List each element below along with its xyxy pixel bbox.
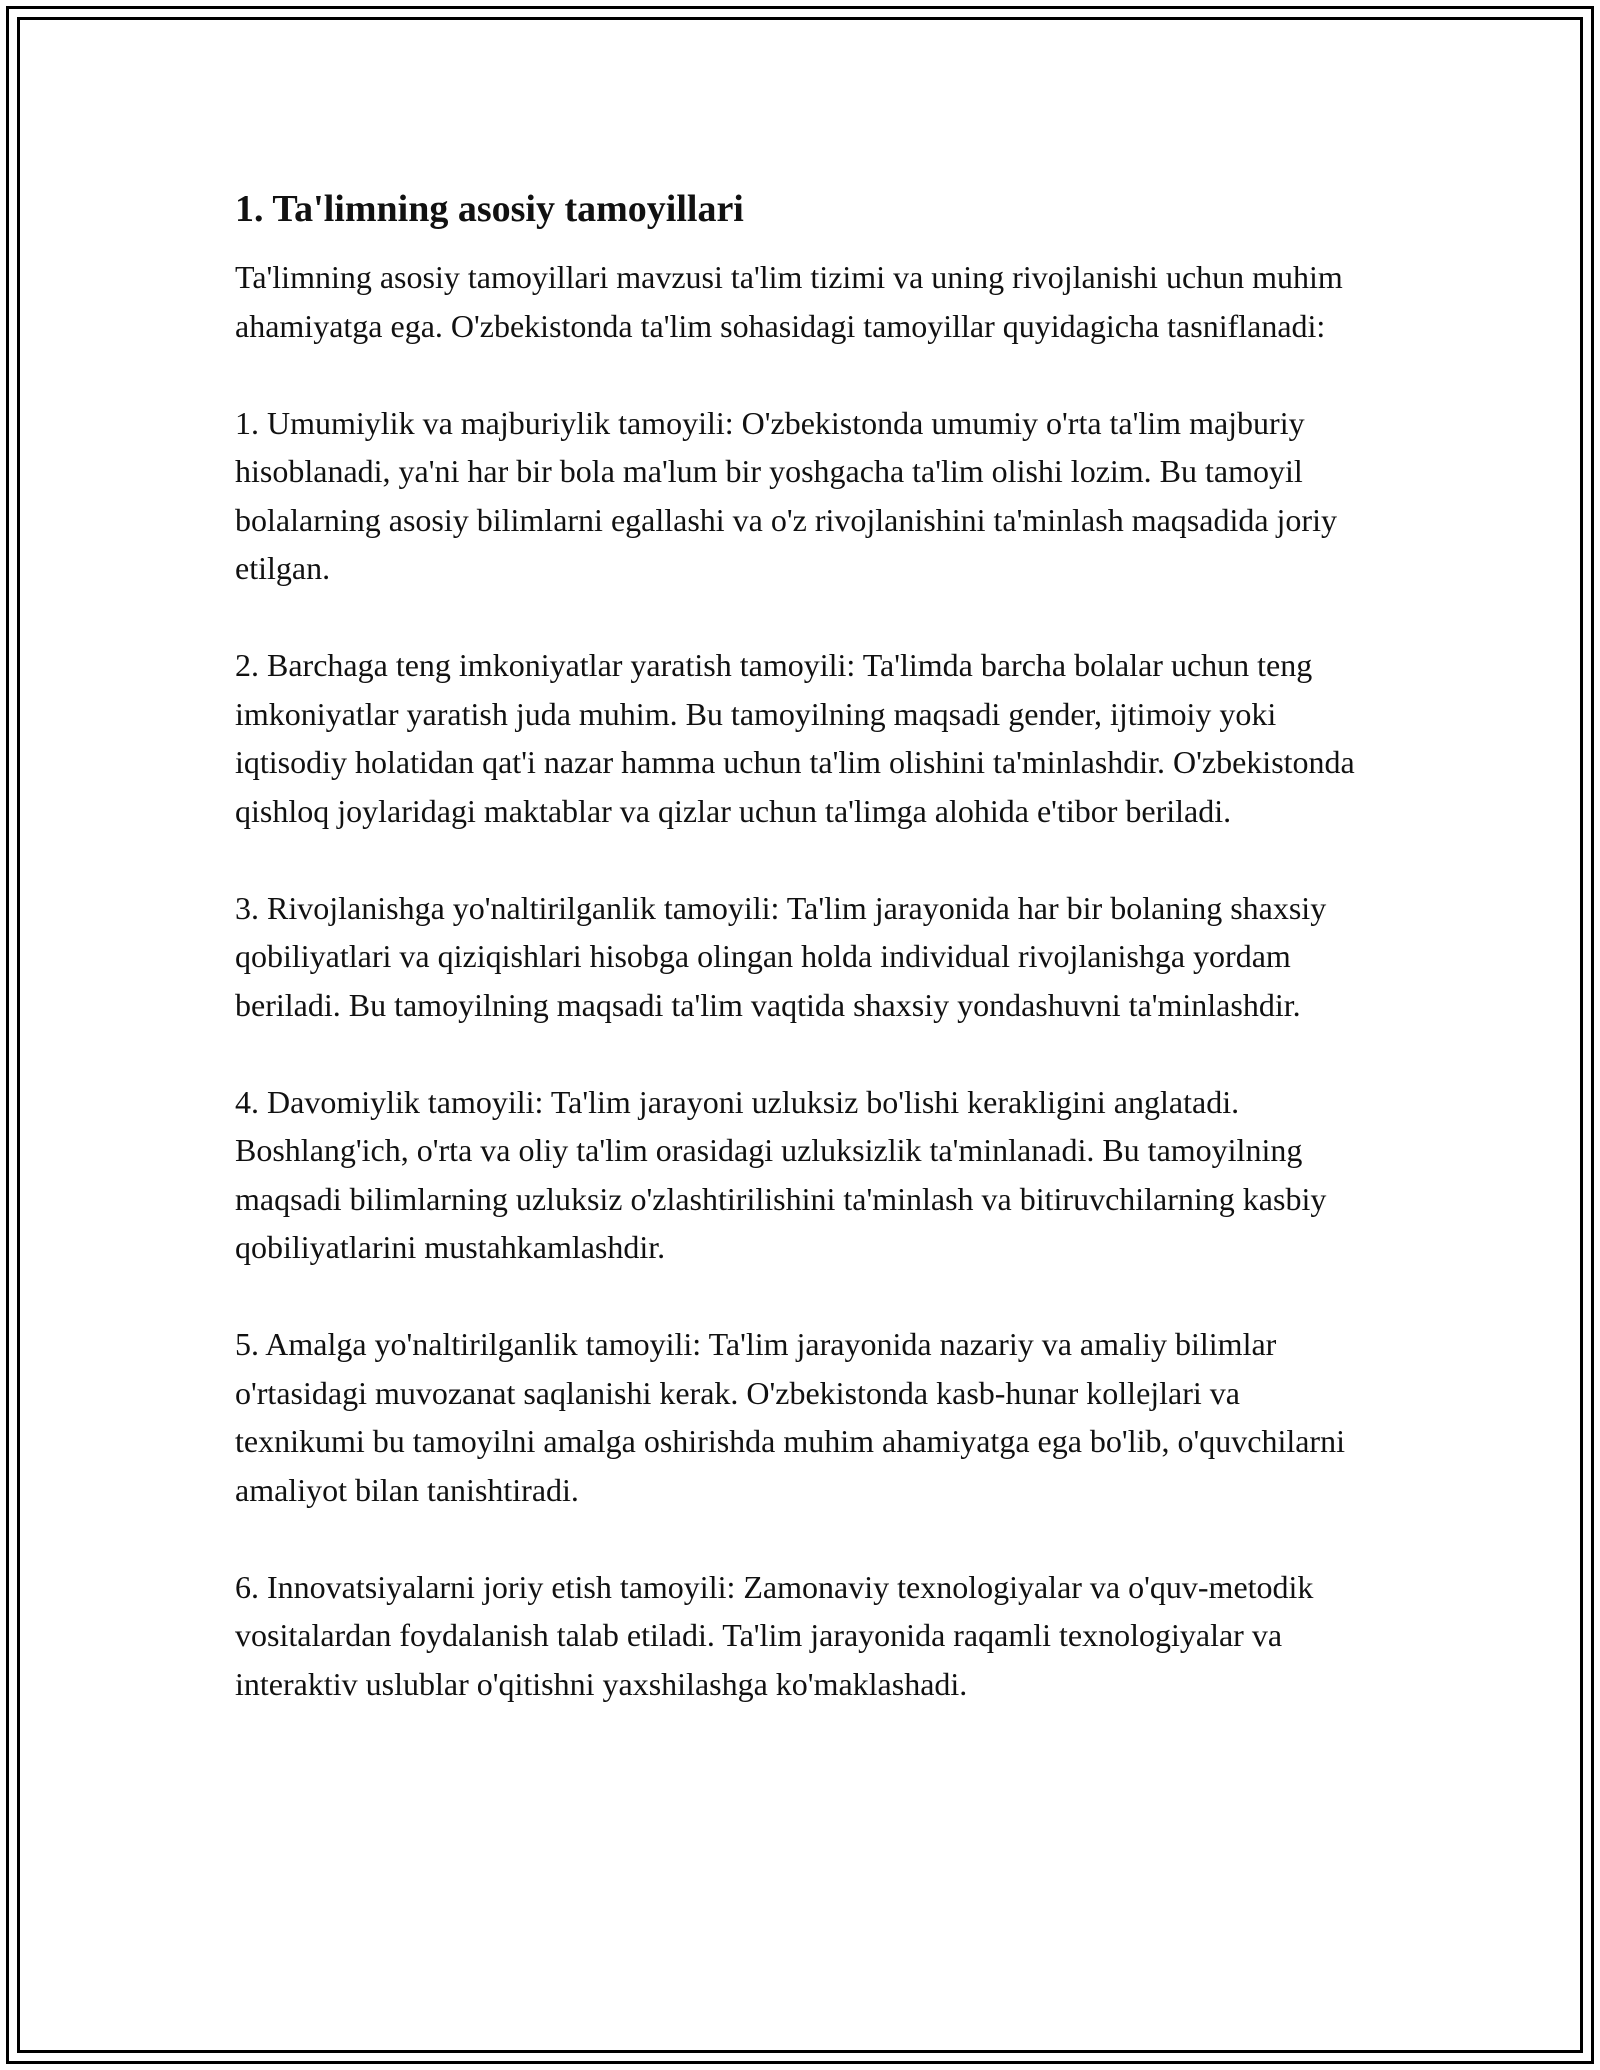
document-body: [235, 185, 1370, 1757]
principle-4-paragraph: 4. Davomiylik tamoyili: Ta'lim jarayoni uzluksiz bo'lishi kerakligini anglatadi. Boshlang'ich, o'rta va oliy ta'lim orasidagi uzluksizlik ta'minlanadi. Bu tamoyilning maqsadi bilimlarning uzluksiz o'zlashtirilishini ta'minlash va bitiruvchilarning kasbiy qobiliyatlarini mustahkamlashdir.: [235, 1083, 1327, 1265]
principle-5-paragraph: 5. Amalga yo'naltirilganlik tamoyili: Ta'lim jarayonida nazariy va amaliy bilimlar o'rtasidagi muvozanat saqlanishi kerak. O'zbekistonda kasb-hunar kollejlari va texnikumi bu tamoyilni amalga oshirishda muhim ahamiyatga ega bo'lib, o'quvchilarni amaliyot bilan tanishtiradi.: [235, 1326, 1345, 1508]
principle-6-paragraph: 6. Innovatsiyalarni joriy etish tamoyili: Zamonaviy texnologiyalar va o'quv-metodik vositalardan foydalanish talab etiladi. Ta'lim jarayonida raqamli texnologiyalar va interaktiv uslublar o'qitishni yaxshilashga ko'maklashadi.: [235, 1568, 1314, 1702]
section-heading: 1. Ta'limning asosiy tamoyillari: [235, 188, 744, 230]
principle-3-paragraph: 3. Rivojlanishga yo'naltirilganlik tamoyili: Ta'lim jarayonida har bir bolaning shaxsiy qobiliyatlari va qiziqishlari hisobga olingan holda individual rivojlanishga yordam beriladi. Bu tamoyilning maqsadi ta'lim vaqtida shaxsiy yondashuvni ta'minlashdir.: [235, 889, 1327, 1023]
principle-2-paragraph: 2. Barchaga teng imkoniyatlar yaratish tamoyili: Ta'limda barcha bolalar uchun teng imkoniyatlar yaratish juda muhim. Bu tamoyilning maqsadi gender, ijtimoiy yoki iqtisodiy holatidan qat'i nazar hamma uchun ta'lim olishini ta'minlashdir. O'zbekistonda qishloq joylaridagi maktablar va qizlar uchun ta'limga alohida e'tibor beriladi.: [235, 647, 1355, 829]
intro-paragraph: Ta'limning asosiy tamoyillari mavzusi ta'lim tizimi va uning rivojlanishi uchun muhim ahamiyatga ega. O'zbekistonda ta'lim sohasidagi tamoyillar quyidagicha tasniflanadi:: [235, 259, 1343, 344]
principle-1-paragraph: 1. Umumiylik va majburiylik tamoyili: O'zbekistonda umumiy o'rta ta'lim majburiy hisoblanadi, ya'ni har bir bola ma'lum bir yoshgacha ta'lim olishi lozim. Bu tamoyil bolalarning asosiy bilimlarni egallashi va o'z rivojlanishini ta'minlash maqsadida joriy etilgan.: [235, 404, 1337, 586]
